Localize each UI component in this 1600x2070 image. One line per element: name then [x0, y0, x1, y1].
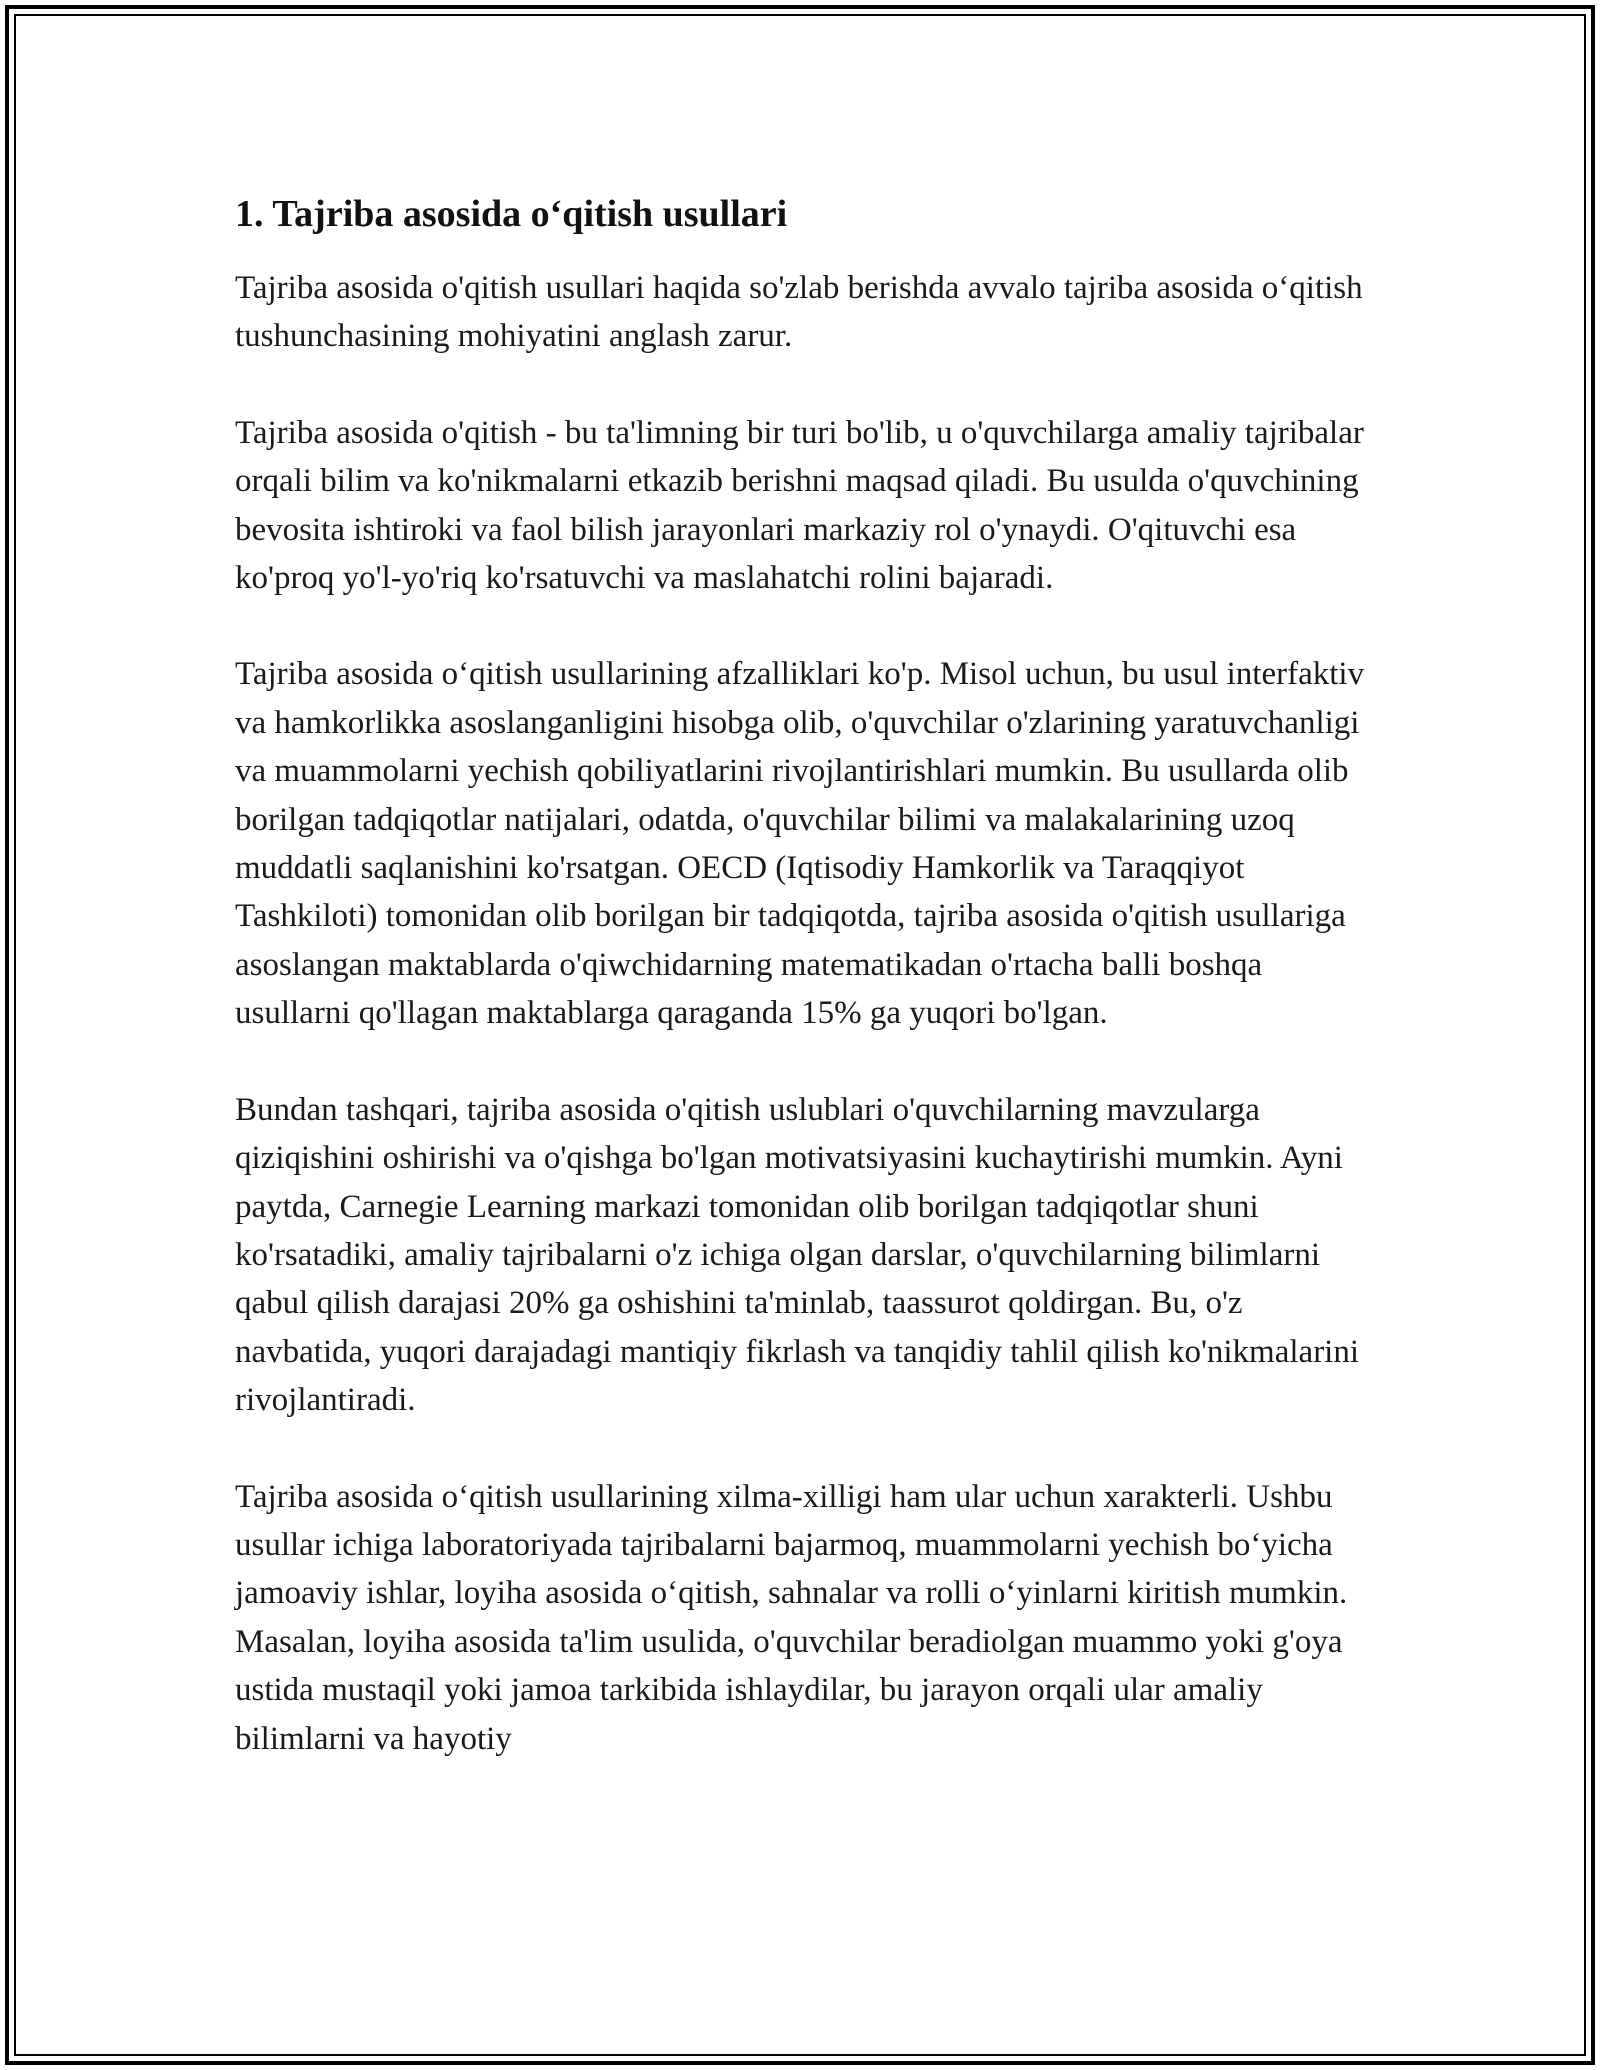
paragraph-advantages: Tajriba asosida o‘qitish usullarining afzalliklari ko'p. Misol uchun, bu usul interfaktiv va hamkorlikka asoslanganligini hisobga olib, o'quvchilar o'zlarining yaratuvchanligi va muammolarni yechish qobiliyatlarini rivojlantirishlari mumkin. Bu usullarda olib borilgan tadqiqotlar natijalari, odatda, o'quvchilar bilimi va malakalarining uzoq muddatli saqlanishini ko'rsatgan. OECD (Iqtisodiy Hamkorlik va Taraqqiyot Tashkiloti) tomonidan olib borilgan bir tadqiqotda, tajriba asosida o'qitish usullariga asoslangan maktablarda o'qiwchidarning matematikadan o'rtacha balli boshqa usullarni qo'llagan maktablarga qaraganda 15% ga yuqori bo'lgan. — [235, 656, 1365, 1032]
document-body — [235, 186, 1365, 1811]
paragraph-motivation: Bundan tashqari, tajriba asosida o'qitish uslublari o'quvchilarning mavzularga qiziqishini oshirishi va o'qishga bo'lgan motivatsiyasini kuchaytirishi mumkin. Ayni paytda, Carnegie Learning markazi tomonidan olib borilgan tadqiqotlar shuni ko'rsatadiki, amaliy tajribalarni o'z ichiga olgan darslar, o'quvchilarning bilimlarni qabul qilish darajasi 20% ga oshishini ta'minlab, taassurot qoldirgan. Bu, o'z navbatida, yuqori darajadagi mantiqiy fikrlash va tanqidiy tahlil qilish ko'nikmalarini rivojlantiradi. — [235, 1091, 1360, 1419]
paragraph-intro: Tajriba asosida o'qitish usullari haqida so'zlab berishda avvalo tajriba asosida o‘qitish tushunchasining mohiyatini anglash zarur. — [235, 270, 1363, 355]
section-heading: 1. Tajriba asosida o‘qitish usullari — [235, 193, 788, 235]
paragraph-variety: Tajriba asosida o‘qitish usullarining xilma-xilligi ham ular uchun xarakterli. Ushbu usullar ichiga laboratoriyada tajribalarni bajarmoq, muammolarni yechish bo‘yicha jamoaviy ishlar, loyiha asosida o‘qitish, sahnalar va rolli o‘yinlarni kiritish mumkin. Masalan, loyiha asosida ta'lim usulida, o'quvchilar beradiolgan muammo yoki g'oya ustida mustaqil yoki jamoa tarkibida ishlaydilar, bu jarayon orqali ular amaliy bilimlarni va hayotiy — [235, 1478, 1348, 1757]
paragraph-definition: Tajriba asosida o'qitish - bu ta'limning bir turi bo'lib, u o'quvchilarga amaliy tajribalar orqali bilim va ko'nikmalarni etkazib berishni maqsad qiladi. Bu usulda o'quvchining bevosita ishtiroki va faol bilish jarayonlari markaziy rol o'ynaydi. O'qituvchi esa ko'proq yo'l-yo'riq ko'rsatuvchi va maslahatchi rolini bajaradi. — [235, 414, 1364, 597]
